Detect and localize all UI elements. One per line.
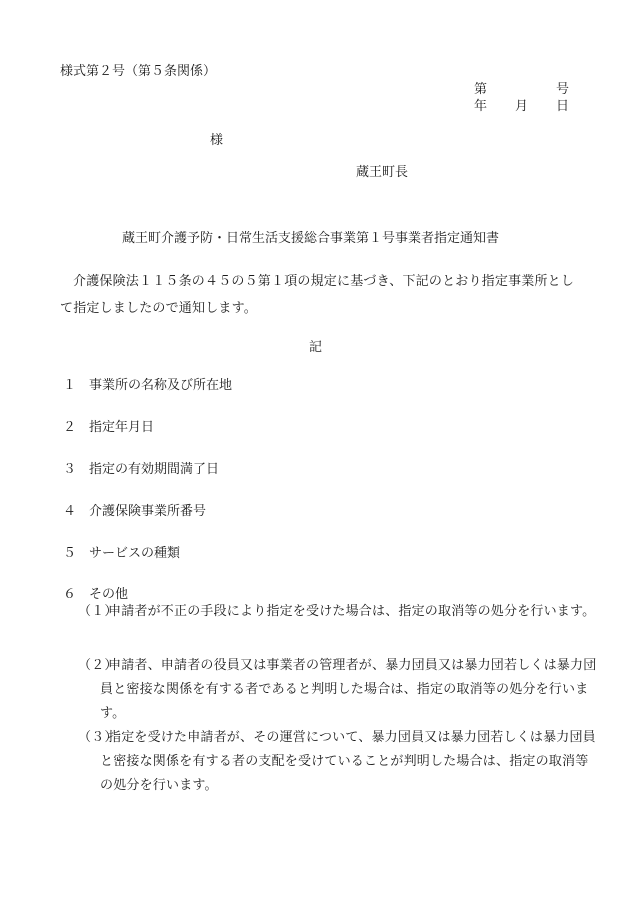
document-title: 蔵王町介護予防・日常生活支援総合事業第１号事業者指定通知書 xyxy=(122,231,500,246)
item-label: その他 xyxy=(89,587,129,602)
item-number: ６ xyxy=(63,587,77,602)
item-label: 指定の有効期間満了日 xyxy=(89,462,220,477)
number-prefix: 第 xyxy=(474,82,488,97)
item-number: ３ xyxy=(63,462,77,477)
sub-item-mark: （３） xyxy=(78,730,118,745)
sub-item-text: 申請者が不正の手段により指定を受けた場合は、指定の取消等の処分を行います。 xyxy=(108,604,596,619)
sub-item-text: 申請者、申請者の役員又は事業者の管理者が、暴力団員又は暴力団若しくは暴力団員と密接な関係を有する者であると判明した場合は、指定の取消等の処分を行います。 xyxy=(100,658,597,721)
item-number: １ xyxy=(63,378,77,393)
sub-item xyxy=(78,726,600,798)
sender: 蔵王町長 xyxy=(356,165,409,180)
ki-heading: 記 xyxy=(309,340,323,355)
sub-item xyxy=(78,600,600,624)
body-paragraph: 介護保険法１１５条の４５の５第１項の規定に基づき、下記のとおり指定事業所として指定しましたので通知します。 xyxy=(60,274,575,316)
item-number: ５ xyxy=(63,546,77,561)
item-label: 事業所の名称及び所在地 xyxy=(89,378,233,393)
item-label: サービスの種類 xyxy=(89,546,181,561)
number-suffix: 号 xyxy=(556,82,570,97)
date-day: 日 xyxy=(556,99,570,114)
list-item xyxy=(63,546,180,562)
item-number: ２ xyxy=(63,420,77,435)
list-item xyxy=(63,462,219,478)
date-year: 年 xyxy=(474,99,488,114)
item-number: ４ xyxy=(63,504,77,519)
sub-item xyxy=(78,654,600,726)
sub-item-text: 指定を受けた申請者が、その運営について、暴力団員又は暴力団若しくは暴力団員と密接な関係を有する者の支配を受けていることが判明した場合は、指定の取消等の処分を行います。 xyxy=(100,730,596,793)
date-month: 月 xyxy=(515,99,529,114)
item-label: 指定年月日 xyxy=(89,420,155,435)
sub-item-mark: （２） xyxy=(78,658,118,673)
list-item xyxy=(63,378,232,394)
addressee: 様 xyxy=(210,133,224,148)
list-item xyxy=(63,420,154,436)
item-label: 介護保険事業所番号 xyxy=(89,504,207,519)
list-item xyxy=(63,504,206,520)
form-number: 様式第２号（第５条関係） xyxy=(60,64,217,79)
sub-item-mark: （１） xyxy=(78,604,118,619)
